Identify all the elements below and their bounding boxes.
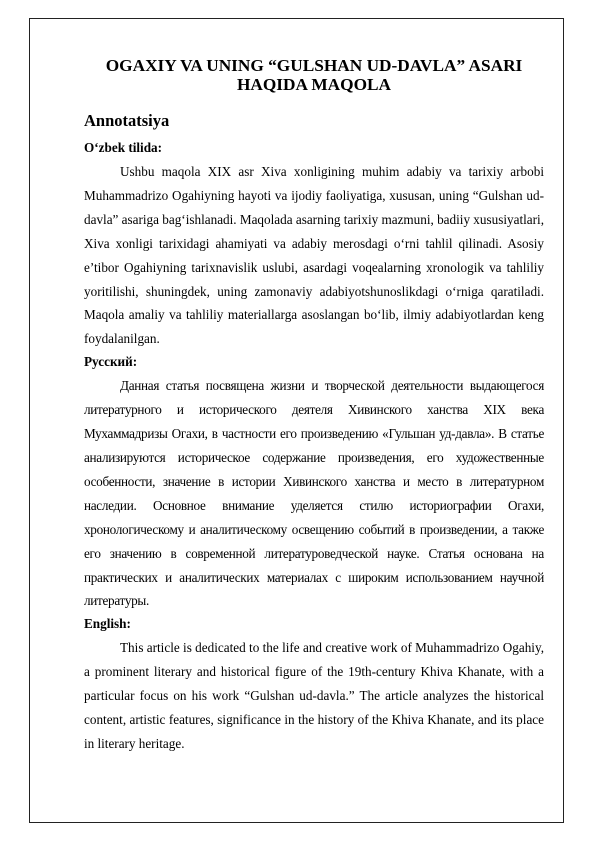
section-heading-annotation: Annotatsiya [84, 111, 170, 130]
language-label-english: English: [84, 616, 131, 632]
abstract-russian: Данная статья посвящена жизни и творческой деятельности выдающегося литературного и исторического деятеля Хивинского ханства XIX века Мухаммадризы Огахи, в частности его произведению «Гульшан уд-давла». В статье анализируются историческое содержание произведения, его художественные особенности, значение в истории Хивинского ханства и место в литературном наследии. Основное внимание уделяется стилю историографии Огахи, хронологическому и аналитическому освещению событий в произведении, а также его значению в современной литературоведческой науке. Статья основана на практических и аналитических материалах с широким использованием научной литературы. [84, 378, 544, 609]
language-label-russian: Русский: [84, 354, 138, 370]
document-body [84, 56, 544, 758]
language-label-uzbek: O‘zbek tilida: [84, 140, 163, 155]
article-title: OGAXIY VA UNING “GULSHAN UD-DAVLA” ASARI HAQIDA MAQOLA [105, 56, 523, 94]
abstract-uzbek: Ushbu maqola XIX asr Xiva xonligining muhim adabiy va tarixiy arbobi Muhammadrizo Ogahiyning hayoti va ijodiy faoliyatiga, xususan, uning “Gulshan ud-davla” asariga bag‘ishlanadi. Maqolada asarning tarixiy mazmuni, badiiy xususiyatlari, Xiva xonligi tarixidagi ahamiyati va adabiy merosdagi o‘rni tahlil qilinadi. Asosiy e’tibor Ogahiyning tarixnavislik uslubi, asardagi voqealarning xronologik va tahliliy yoritilishi, shuningdek, uning zamonaviy adabiyotshunoslikdagi o‘rniga qaratiladi. Maqola amaliy va tahliliy materiallarga asoslangan bo‘lib, ilmiy adabiyotlardan keng foydalanilgan. [84, 164, 544, 347]
abstract-english: This article is dedicated to the life and creative work of Muhammadrizo Ogahiy, a prominent literary and historical figure of the 19th-century Khiva Khanate, with a particular focus on his work “Gulshan ud-davla.” The article analyzes the historical content, artistic features, significance in the history of the Khiva Khanate, and its place in literary heritage. [84, 640, 544, 751]
